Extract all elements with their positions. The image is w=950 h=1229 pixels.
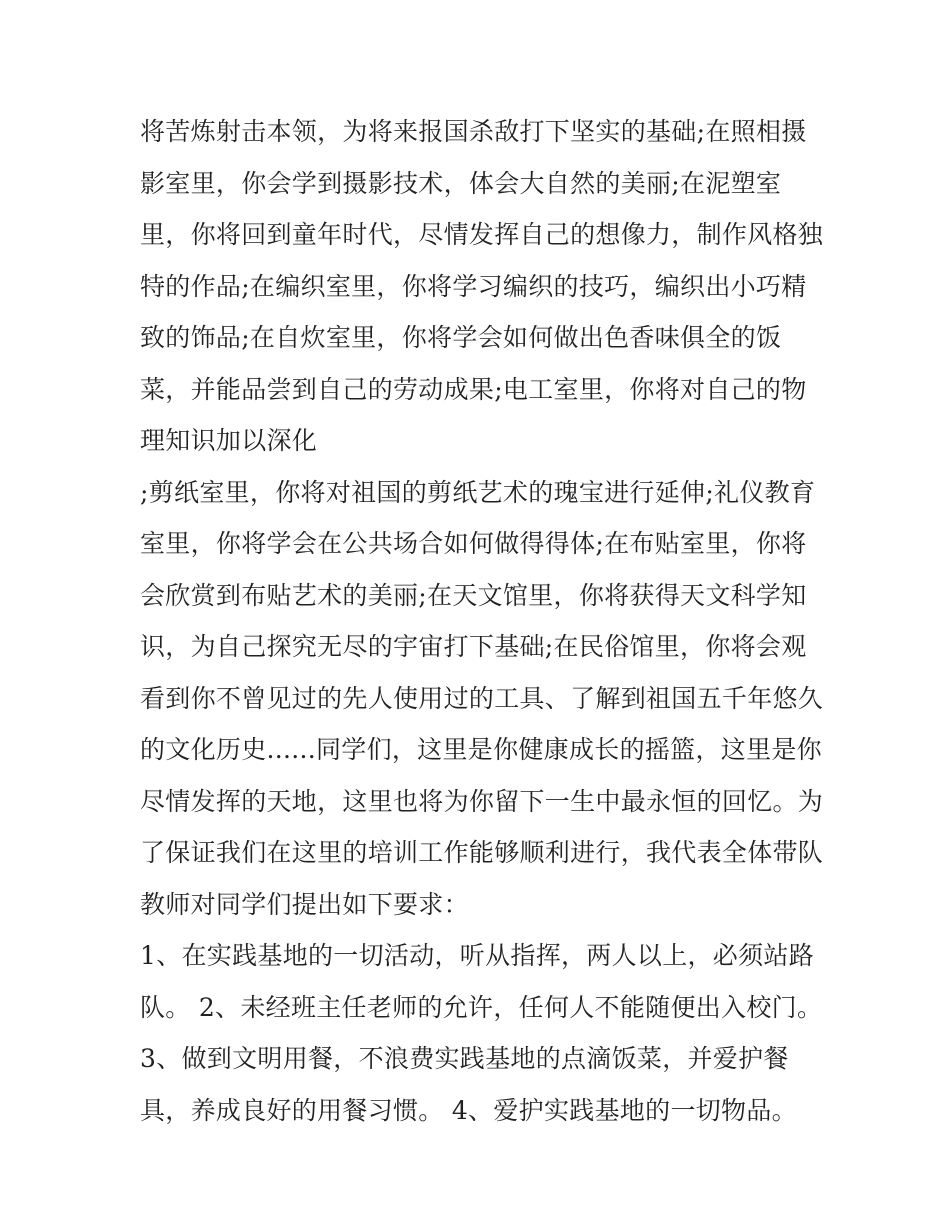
text-line: 室里，你将学会在公共场合如何做得得体;在布贴室里，你将 bbox=[140, 529, 807, 558]
text-line: 队。 2、未经班主任老师的允许，任何人不能随便出入校门。 bbox=[140, 992, 823, 1022]
text-line: 里，你将回到童年时代，尽情发挥自己的想像力，制作风格独 bbox=[140, 220, 824, 249]
text-line: 特的作品;在编织室里，你将学习编织的技巧，编织出小巧精 bbox=[140, 271, 807, 301]
text-line: 理知识加以深化 bbox=[140, 426, 318, 455]
text-line: 1、在实践基地的一切活动，听从指挥，两人以上，必须站路 bbox=[140, 941, 815, 970]
text-line: 看到你不曾见过的先人使用过的工具、了解到祖国五千年悠久 bbox=[140, 683, 824, 713]
text-line: 影室里，你会学到摄影技术，体会大自然的美丽;在泥塑室 bbox=[140, 168, 782, 198]
text-line: 具，养成良好的用餐习惯。 4、爱护实践基地的一切物品。 bbox=[140, 1095, 797, 1125]
text-line: 的文化历史......同学们，这里是你健康成长的摇篮，这里是你 bbox=[140, 735, 822, 764]
text-line: 识，为自己探究无尽的宇宙打下基础;在民俗馆里，你将会观 bbox=[140, 632, 807, 661]
text-line: 会欣赏到布贴艺术的美丽;在天文馆里，你将获得天文科学知 bbox=[140, 580, 807, 610]
text-line: 教师对同学们提出如下要求： bbox=[140, 889, 469, 919]
text-line: 菜，并能品尝到自己的劳动成果;电工室里，你将对自己的物 bbox=[140, 374, 807, 404]
text-line: 3、做到文明用餐，不浪费实践基地的点滴饭菜，并爱护餐 bbox=[140, 1044, 789, 1073]
text-line: 了保证我们在这里的培训工作能够顺利进行，我代表全体带队 bbox=[140, 838, 824, 867]
body-text bbox=[140, 106, 830, 1136]
text-line: 致的饰品;在自炊室里，你将学会如何做出色香味俱全的饭 bbox=[140, 323, 782, 352]
text-line: 尽情发挥的天地，这里也将为你留下一生中最永恒的回忆。为 bbox=[140, 786, 824, 816]
text-line: 将苦炼射击本领，为将来报国杀敌打下坚实的基础;在照相摄 bbox=[140, 117, 807, 146]
text-line: ;剪纸室里，你将对祖国的剪纸艺术的瑰宝进行延伸;礼仪教育 bbox=[140, 477, 816, 507]
